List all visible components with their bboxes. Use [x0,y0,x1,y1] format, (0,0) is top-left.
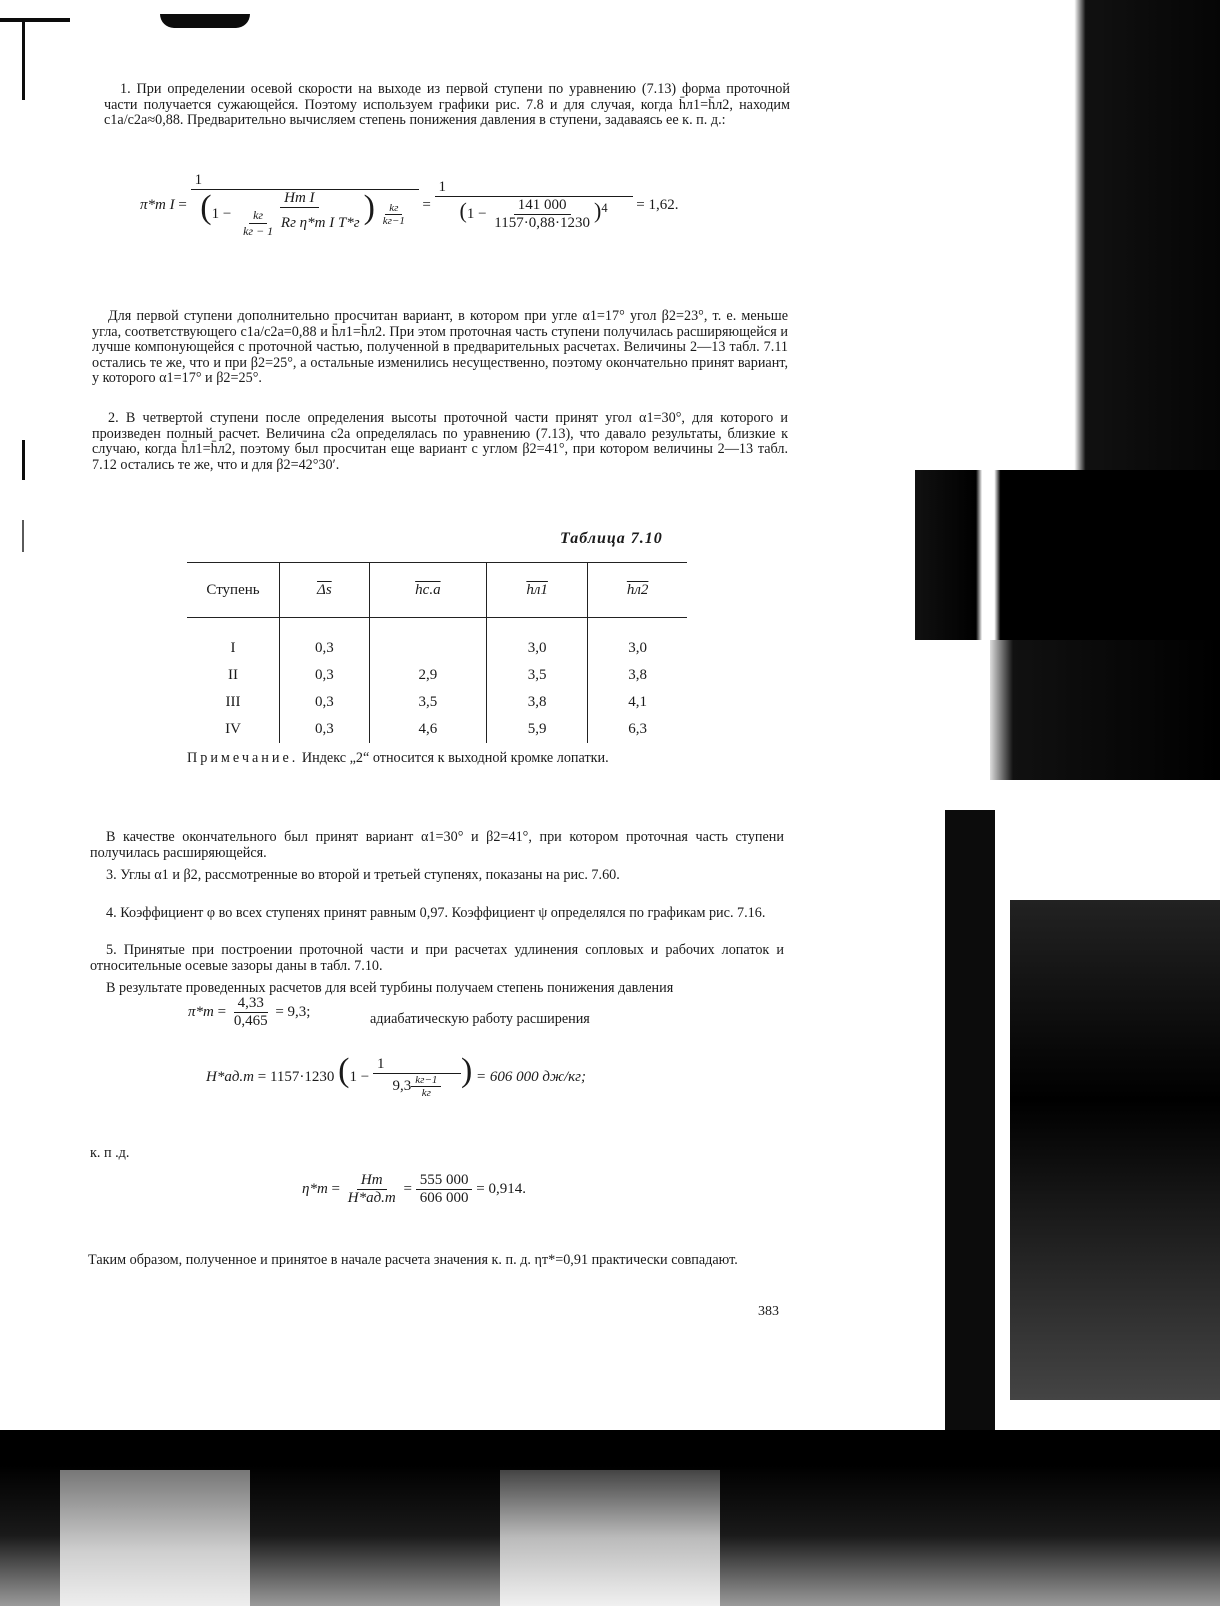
table-7-10 [187,562,687,743]
note-label: Примечание. [187,750,299,766]
table-caption: Таблица 7.10 [560,530,663,547]
scan-artifact-right-lower-2 [1010,900,1220,1400]
scan-artifact-mark [22,440,25,480]
scan-artifact-right-edge [940,0,1220,470]
table-header-text: hс.а [415,581,441,598]
table-cell [369,618,486,663]
table-cell: 0,3 [280,716,370,743]
formula4-frac2 [416,1172,473,1207]
formula-result: = 1,62. [636,196,679,213]
formula-rest: Rг η*т I T*г [280,214,360,231]
table-header [487,563,588,618]
formula2-lhs: π*т [188,1003,214,1020]
formula-inner-den [235,208,364,239]
scan-artifact-right-block [915,470,1220,640]
paragraph-1: 1. При определении осевой скорости на выходе из первой ступени по уравнению (7.13) форма проточной части получается сужающейся. Поэтому используем графики рис. 7.8 и для случая, когда h̄л1=h̄л2, находим c1a/c2a≈0,88. Предварительно вычисляем степень понижения давления в ступени, задаваясь ее к. п. д.: [104,81,790,129]
scan-artifact-corner [0,18,70,22]
formula-den2: 1157·0,88·1230 [494,215,590,231]
table-cell: 3,5 [487,662,588,689]
paragraph-9: Таким образом, полученное и принятое в начале расчета значения к. п. д. ηт*=0,91 практически совпадают. [88,1252,738,1268]
formula-inner-frac [235,190,364,239]
formula-fraction-left [191,172,419,239]
formula-num2: 141 000 [514,197,571,215]
table-cell: 3,5 [369,689,486,716]
formula3-one: 1 [373,1056,461,1074]
formula3-exp-num: kг−1 [411,1074,441,1087]
table-cell: 4,6 [369,716,486,743]
formula-num: 1 [191,172,419,190]
paragraph-2: Для первой ступени дополнительно просчитан вариант, в котором при угле α1=17° угол β2=23°, т. е. меньше угла, соответствующего c1a/c2a=0,88 и h̄л1=h̄л2. При этом проточная часть ступени получилась расширяющейся и лучше компонующейся с проточной частью, полученной в предварительных расчетах. Величины 2—13 табл. 7.11 остались те же, что и при β2=25°, а остальные изменились несущественно, поэтому окончательно принят вариант, у которого α1=17° и β2=25°. [92,308,788,387]
paragraph-6: 4. Коэффициент φ во всех ступенях принят равным 0,97. Коэффициент ψ определялся по графикам рис. 7.16. [106,905,766,921]
table-row [187,618,687,663]
table-header [369,563,486,618]
paragraph-5: 3. Углы α1 и β2, рассмотренные во второй и третьей ступенях, показаны на рис. 7.60. [106,867,620,883]
formula-exponent [379,202,409,227]
formula2-den: 0,465 [233,1013,268,1029]
formula-lhs: π*т I [140,196,175,213]
table-cell: 4,1 [588,689,687,716]
formula3-coef: = 1157·1230 [257,1068,335,1085]
formula-km1: kг − 1 [243,224,274,238]
table-cell: 3,0 [487,618,588,663]
table-cell: 0,3 [280,689,370,716]
table-cell: 2,9 [369,662,486,689]
table-cell: 0,3 [280,662,370,689]
table-cell: 3,8 [588,662,687,689]
table-cell: IV [225,721,241,737]
formula-fraction-right [435,179,633,232]
formula-exp-num: kг [385,202,402,215]
paragraph-8b: адиабатическую работу расширения [370,1011,590,1027]
table-note [187,750,687,766]
scan-artifact-bottom-light [60,1470,250,1606]
formula2-num: 4,33 [234,995,268,1013]
paragraph-4: В качестве окончательного был принят вариант α1=30° и β2=41°, при котором проточная часть ступени получилась расширяющейся. [90,829,784,861]
scan-artifact-right-mid [990,640,1220,780]
formula-den-right: (1 − $\frac{141 000}{1157\cdot 0,88\cdot 1230}$ )$^4$ [459,197,608,231]
formula-pi-total: π*т = $\frac{4,33}{0,465}$ = 9,3; [188,995,311,1029]
formula3-exp [411,1074,441,1099]
table-header-text: hл1 [526,581,548,598]
formula-inner-right [490,197,594,232]
formula4-den2: 606 000 [419,1190,469,1206]
formula3-frac [373,1056,461,1099]
kpd-label: к. п .д. [90,1145,130,1161]
formula3-den [389,1074,446,1099]
table-cell: 5,9 [487,716,588,743]
scan-artifact-corner-v [22,20,25,100]
table-cell: I [230,640,236,656]
table-row [187,716,687,743]
formula-efficiency: η*т = $\frac{Hт}{H*ад.т}$ = $\frac{555 000}{606 000}$ = 0,914. [302,1172,526,1206]
table-cell: II [228,667,238,683]
table-cell: 3,8 [487,689,588,716]
formula-k-frac [239,208,277,239]
formula-den: (1 − Hт I $\frac{kг}{kг - 1}$ Rг η*т I T*г ) $\frac{kг}{kг-1}$ [196,190,413,239]
paragraph-3: 2. В четвертой ступени после определения высоты проточной части принят угол α1=30°, для которого и произведен полный расчет. Величина c2a определялась по уравнению (7.13), что давало результаты, близкие к случаю, когда h̄л1=h̄л2, поэтому был просчитан еще вариант с углом β2=41°, при котором величины 2—13 табл. 7.12 остались те же, что и для β2=42°30′. [92,410,788,473]
formula-num-right: 1 [435,179,633,197]
formula-pi-stage: π*т I = 1 (1 − Hт I $\frac{kг}{kг - 1}$ Rг η*т I T*г ) $\frac{kг}{kг-1}$ = 1 (1 − $\frac{141 000}{1157\cdot 0,88\cdot 1230}$ )$^4$ = 1,62. [140,172,679,238]
formula4-result: = 0,914. [476,1180,526,1197]
formula2-result: = 9,3; [275,1003,311,1020]
formula4-num1: Hт [357,1172,387,1190]
formula3-result: = 606 000 дж/кг; [476,1068,586,1085]
formula4-num2: 555 000 [416,1172,473,1190]
formula-adiabatic-work: H*ад.т = 1157·1230 (1 − 1 9,3 $\frac{kг-1}{kг}$ ) = 606 000 дж/кг; [206,1051,586,1099]
scan-artifact-mark-2 [22,520,24,552]
table-cell: 0,3 [280,618,370,663]
formula4-frac1 [344,1172,400,1207]
formula3-exp-den: kг [421,1087,431,1099]
formula-H: Hт I [280,190,318,208]
page-number: 383 [758,1304,779,1319]
table-header-row [187,563,687,618]
table-cell: 6,3 [588,716,687,743]
formula-k: kг [249,208,267,224]
table-header-text: hл2 [626,581,649,598]
formula-exp-den: kг−1 [382,215,405,227]
table-cell: 3,0 [588,618,687,663]
paragraph-7: 5. Принятые при построении проточной части и при расчетах удлинения сопловых и рабочих лопаток и относительные осевые зазоры даны в табл. 7.10. [90,942,784,974]
table-header [280,563,370,618]
table-header-text: $\overline{\Delta s}$ [317,581,332,598]
paragraph-8: В результате проведенных расчетов для всей турбины получаем степень понижения давления [106,980,674,996]
formula-exp2: 4 [601,200,608,215]
table-row [187,689,687,716]
table-row [187,662,687,689]
formula2-frac [230,995,272,1030]
table-header: Ступень [187,563,280,618]
formula4-den1: H*ад.т [347,1190,396,1206]
formula3-lhs: H*ад.т [206,1068,255,1085]
scan-artifact-top [160,14,250,28]
formula4-lhs: η*т [302,1180,328,1197]
formula3-base: 9,3 [392,1077,412,1094]
table-cell: III [225,694,241,710]
note-text: Индекс „2“ относится к выходной кромке лопатки. [301,750,609,766]
scan-artifact-bottom-light-2 [500,1470,720,1606]
scan-artifact-right-lower [945,810,995,1430]
table-header [588,563,687,618]
